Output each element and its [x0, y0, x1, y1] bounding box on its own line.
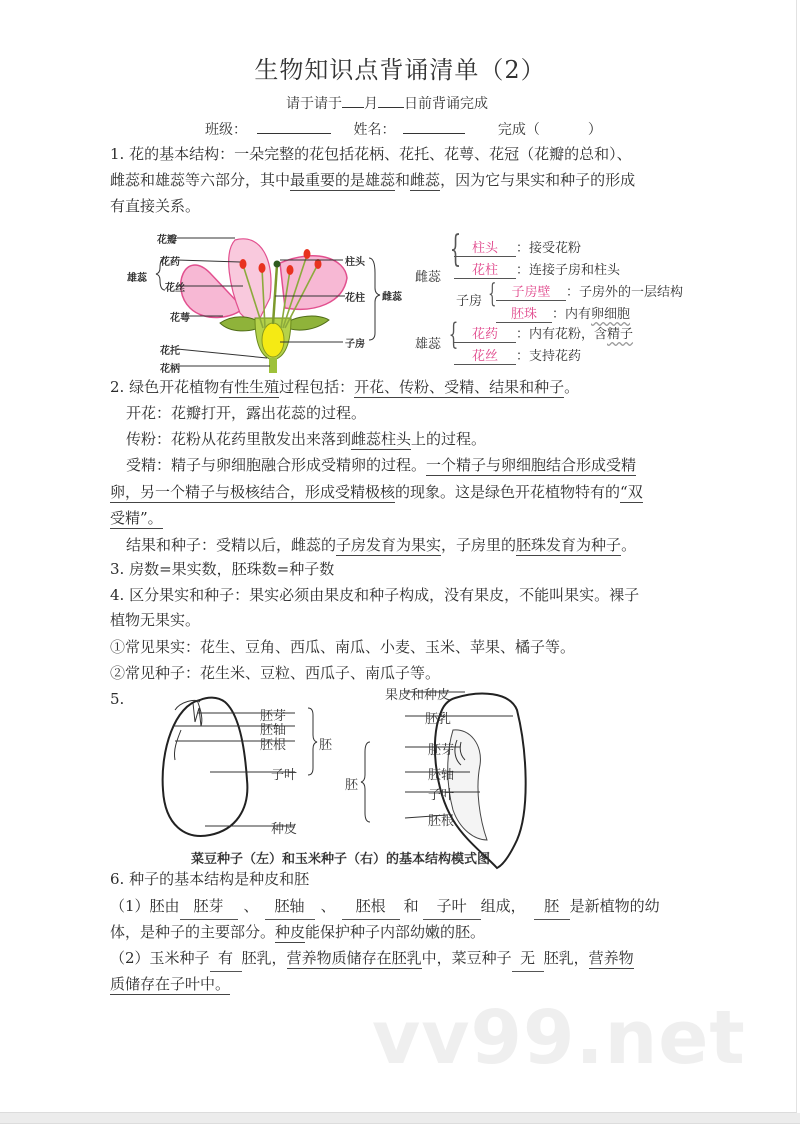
label-pistil: 雌蕊 — [382, 292, 402, 303]
section3-line: 3. 房数=果实数，胚珠数=种子数 — [110, 560, 335, 578]
corn-label-plumule: 胚芽 — [428, 743, 455, 758]
table-ovary: 子房 — [456, 294, 483, 309]
section6-p1-line1: （1）胚由 胚芽 、 胚轴 、 胚根 和 子叶 组成， 胚 是新植物的幼 — [110, 893, 660, 920]
watermark: vv99.net — [372, 995, 746, 1081]
answer-blank: 胚轴 — [265, 893, 315, 920]
label-style: 花柱 — [345, 293, 365, 304]
table-row-ovary-wall: 子房壁 ：子房外的一层结构 — [496, 281, 683, 301]
section2-shoujing-2: 卵，另一个精子与极核结合，形成受精极核的现象。这是绿色开花植物特有的“双 — [110, 483, 643, 501]
section4-line1: 4. 区分果实和种子：果实必须由果皮和种子构成，没有果皮，不能叫果实。裸子 — [110, 586, 640, 604]
deadline-line: 请于请于 月 日前背诵完成 — [286, 96, 488, 112]
name-field[interactable] — [403, 133, 465, 134]
class-field[interactable] — [257, 133, 331, 134]
label-pedicel: 花柄 — [160, 364, 180, 375]
section1-line1: 1. 花的基本结构：一朵完整的花包括花柄、花托、花萼、花冠（花瓣的总和）、 — [110, 145, 632, 163]
answer-blank: 有 — [210, 945, 242, 972]
bean-label-plumule: 胚芽 — [260, 709, 287, 724]
section1-line2: 雌蕊和雄蕊等六部分，其中最重要的是雄蕊和雌蕊，因为它与果实和种子的形成 — [110, 171, 636, 189]
bean-label-embryo: 胚 — [319, 738, 333, 753]
section4-fruits: ①常见果实：花生、豆角、西瓜、南瓜、小麦、玉米、苹果、橘子等。 — [110, 638, 576, 656]
answer-blank: 无 — [512, 945, 544, 972]
day-blank[interactable] — [378, 107, 404, 108]
flower-diagram — [115, 218, 405, 373]
section6-p2-line2: 质储存在子叶中。 — [110, 975, 231, 993]
label-receptacle: 花托 — [160, 346, 180, 357]
corn-label-radicle: 胚根 — [428, 814, 455, 829]
answer-blank: 胚芽 — [180, 893, 238, 920]
section6-heading: 6. 种子的基本结构是种皮和胚 — [110, 870, 310, 888]
corn-label-embryo: 胚 — [345, 778, 359, 793]
label-filament: 花丝 — [165, 283, 185, 294]
label-ovary: 子房 — [345, 339, 365, 350]
label-stigma: 柱头 — [345, 257, 365, 268]
section2-kaihua: 开花：花瓣打开，露出花蕊的过程。 — [126, 404, 367, 422]
flower-structure-table — [410, 230, 700, 370]
section4-seeds: ②常见种子：花生米、豆粒、西瓜子、南瓜子等。 — [110, 664, 441, 682]
brace-icon: { — [488, 279, 497, 309]
page-title: 生物知识点背诵清单（2） — [254, 56, 546, 84]
corn-label-endosperm: 胚乳 — [425, 712, 452, 727]
month-blank[interactable] — [342, 107, 364, 108]
bean-label-hypocotyl: 胚轴 — [260, 723, 287, 738]
table-stamen: 雄蕊 — [415, 337, 442, 352]
table-row-filament: 花丝 ：支持花药 — [454, 345, 581, 365]
answer-blank: 胚 — [534, 893, 570, 920]
section4-line2: 植物无果实。 — [110, 611, 201, 629]
seed-illustration — [135, 680, 585, 870]
student-form: 班级： 姓名： 完成（ ） — [205, 122, 602, 138]
table-pistil: 雌蕊 — [415, 270, 442, 285]
table-row-style: 花柱 ：连接子房和柱头 — [454, 259, 620, 279]
section1-line3: 有直接关系。 — [110, 197, 201, 215]
corn-label-pericarp: 果皮和种皮 — [385, 688, 451, 703]
brace-icon: { — [448, 317, 459, 352]
bean-label-radicle: 胚根 — [260, 738, 287, 753]
table-row-ovule: 胚珠 ：内有卵细胞 — [496, 303, 630, 323]
section5-number: 5. — [110, 690, 125, 708]
page-gap — [0, 1113, 800, 1124]
corn-label-hypocotyl: 胚轴 — [428, 768, 455, 783]
table-row-anther: 花药 ：内有花粉，含精子 — [454, 323, 633, 343]
section2-jieguo: 结果和种子：受精以后，雌蕊的子房发育为果实，子房里的胚珠发育为种子。 — [126, 536, 637, 554]
section6-p1-line2: 体，是种子的主要部分。种皮能保护种子内部幼嫩的胚。 — [110, 923, 486, 941]
section2-shoujing-1: 受精：精子与卵细胞融合形成受精卵的过程。一个精子与卵细胞结合形成受精 — [126, 456, 637, 474]
label-stamen: 雄蕊 — [127, 273, 147, 284]
seed-diagram — [135, 680, 585, 870]
label-anther: 花药 — [160, 257, 180, 268]
section2-shoujing-3: 受精”。 — [110, 509, 163, 527]
seed-diagram-caption: 菜豆种子（左）和玉米种子（右）的基本结构模式图 — [191, 852, 491, 867]
section2-line1: 2. 绿色开花植物有性生殖过程包括：开花、传粉、受精、结果和种子。 — [110, 378, 580, 396]
answer-blank: 胚根 — [342, 893, 400, 920]
section2-chuanfen: 传粉：花粉从花药里散发出来落到雌蕊柱头上的过程。 — [126, 430, 487, 448]
label-petal: 花瓣 — [157, 235, 177, 246]
label-sepal: 花萼 — [170, 313, 190, 324]
bean-label-cotyledon: 子叶 — [271, 768, 298, 783]
brace-icon: { — [449, 229, 462, 270]
section6-p2-line1: （2）玉米种子 有 胚乳，营养物质储存在胚乳中，菜豆种子 无 胚乳，营养物 — [110, 945, 634, 972]
table-row-stigma: 柱头 ：接受花粉 — [454, 237, 581, 257]
bean-label-seed-coat: 种皮 — [271, 822, 298, 837]
answer-blank: 子叶 — [423, 893, 481, 920]
corn-label-cotyledon: 子叶 — [428, 788, 455, 803]
